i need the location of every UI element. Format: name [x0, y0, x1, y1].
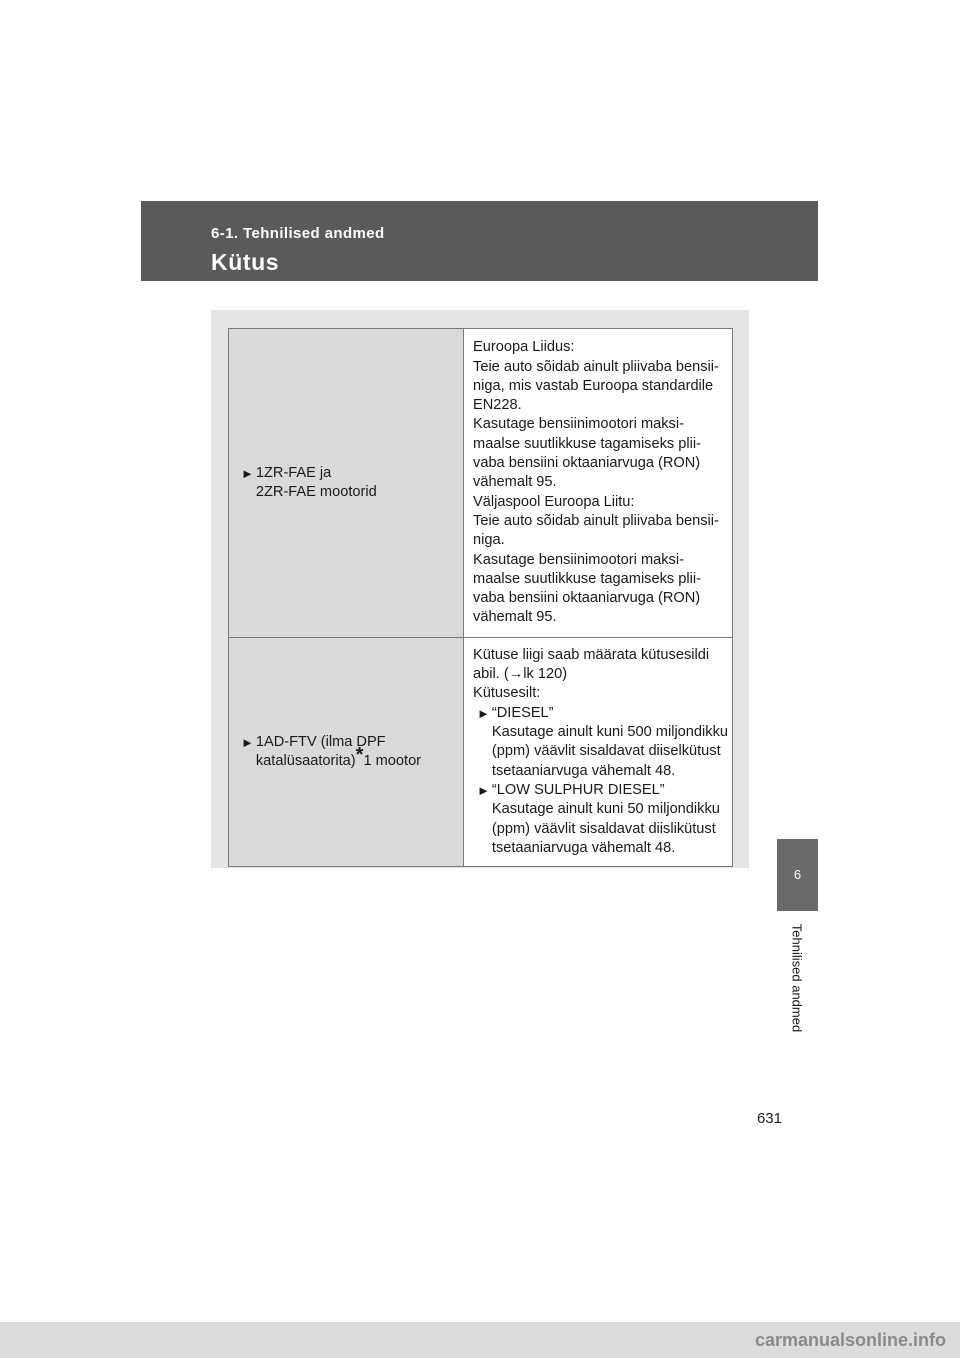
- text-line: tsetaaniarvuga vähemalt 48.: [491, 762, 676, 779]
- engine-cell: [229, 638, 464, 867]
- text-line: Kasutage bensiinimootori maksi-: [473, 551, 684, 568]
- text-line: vähemalt 95.: [473, 609, 557, 626]
- watermark-text: carmanualsonline.info: [754, 1330, 946, 1350]
- fuel-description-cell: [464, 638, 733, 867]
- engine-line: 1ZR-FAE ja: [255, 464, 332, 481]
- right-triangle-icon: ►: [241, 465, 254, 481]
- text-line: Teie auto sõidab ainult pliivaba bensii-: [473, 512, 719, 529]
- fuel-label-name: “DIESEL”: [491, 704, 554, 721]
- text-line: maalse suutlikkuse tagamiseks plii-: [473, 570, 701, 587]
- footnote-marker: *: [355, 744, 364, 766]
- text-line: Väljaspool Euroopa Liitu:: [473, 493, 635, 510]
- spec-panel: [211, 310, 749, 868]
- text-line: Teie auto sõidab ainult pliivaba bensii-: [473, 358, 719, 375]
- table-row: [229, 329, 733, 638]
- engine-line-text: katalüsaatorita): [255, 753, 356, 769]
- text-line: vähemalt 95.: [473, 474, 557, 491]
- right-triangle-icon: ►: [477, 782, 490, 798]
- text-line: (ppm) väävlit sisaldavat diislikütust: [491, 820, 716, 837]
- page-title: Kütus: [211, 249, 280, 275]
- engine-cell: [229, 329, 464, 638]
- engine-line-text: 1 mootor: [363, 753, 422, 769]
- text-line: Kütuse liigi saab määrata kütusesildi: [473, 646, 710, 663]
- text-line: EN228.: [473, 397, 522, 414]
- table-row: [229, 638, 733, 867]
- text-line: vaba bensiini oktaaniarvuga (RON): [473, 590, 701, 607]
- chapter-tab: [777, 839, 818, 911]
- watermark-bar: [0, 1322, 960, 1358]
- text-line: Euroopa Liidus:: [473, 339, 575, 356]
- fuel-label-item: [473, 781, 728, 858]
- text-line: vaba bensiini oktaaniarvuga (RON): [473, 455, 701, 472]
- text-line: niga.: [473, 532, 505, 549]
- chapter-label: Tehnilised andmed: [789, 923, 805, 1033]
- right-triangle-icon: ►: [241, 734, 254, 750]
- text-line: Kasutage bensiinimootori maksi-: [473, 416, 684, 433]
- engine-line: 2ZR-FAE mootorid: [255, 484, 377, 500]
- text-line: niga, mis vastab Euroopa standardile: [473, 377, 714, 394]
- header-band: [141, 201, 818, 281]
- chapter-number: 6: [793, 867, 802, 882]
- section-label: 6-1. Tehnilised andmed: [211, 225, 385, 242]
- text-line: abil. (→lk 120): [473, 666, 568, 683]
- right-triangle-icon: ►: [477, 705, 490, 721]
- text-line: Kütusesilt:: [473, 685, 541, 702]
- text-line: tsetaaniarvuga vähemalt 48.: [491, 839, 676, 856]
- text-line: Kasutage ainult kuni 500 miljondikku: [491, 724, 728, 741]
- fuel-label-item: [473, 704, 728, 781]
- fuel-description-cell: [464, 329, 733, 638]
- page-number: 631: [756, 1110, 782, 1127]
- fuel-spec-table: [228, 328, 733, 867]
- engine-line: [255, 744, 422, 771]
- text-line: Kasutage ainult kuni 50 miljondikku: [491, 801, 720, 818]
- text-line: maalse suutlikkuse tagamiseks plii-: [473, 435, 701, 452]
- engine-line: 1AD-FTV (ilma DPF: [255, 733, 386, 750]
- text-line: (ppm) väävlit sisaldavat diiselkütust: [491, 743, 721, 760]
- fuel-label-name: “LOW SULPHUR DIESEL”: [491, 781, 665, 798]
